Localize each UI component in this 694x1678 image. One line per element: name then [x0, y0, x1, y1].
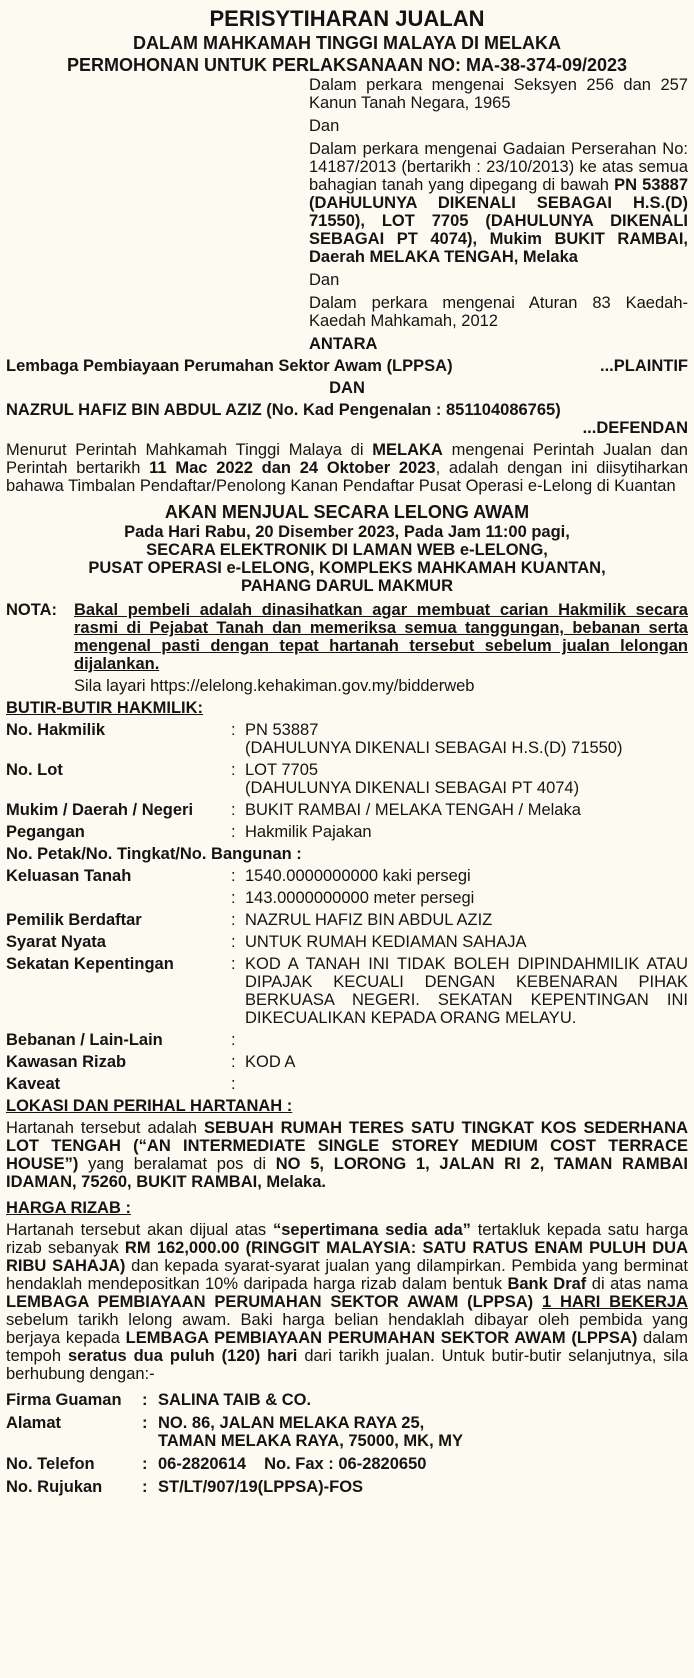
defendant-name: NAZRUL HAFIZ BIN ABDUL AZIZ (No. Kad Pengenalan : 851104086765) [6, 401, 561, 419]
plaintiff-name: Lembaga Pembiayaan Perumahan Sektor Awam (LPPSA) [6, 357, 453, 375]
matter-dan-2: Dan [309, 271, 340, 289]
court-order-paragraph: Menurut Perintah Mahkamah Tinggi Malaya di MELAKA mengenai Perintah Jualan dan Perintah bertarikh 11 Mac 2022 dan 24 Oktober 2023, adalah dengan ini diisytiharkan bahawa Timbalan Pendaftar/Penolong Kanan Pendaftar Pusat Operasi e-Lelong di Kuantan [6, 441, 688, 495]
location-paragraph: Hartanah tersebut adalah SEBUAH RUMAH TERES SATU TINGKAT KOS SEDERHANA LOT TENGAH (“AN INTERMEDIATE SINGLE STOREY MEDIUM COST TERRACE HOUSE”) yang beralamat pos di NO 5, LORONG 1, JALAN RI 2, TAMAN RAMBAI IDAMAN, 75260, BUKIT RAMBAI, Melaka. [6, 1119, 688, 1191]
plaintiff-row [6, 357, 688, 375]
row-kawasan-rizab: Kawasan Rizab : KOD A [6, 1053, 296, 1071]
row-pegangan: Pegangan : Hakmilik Pajakan [6, 823, 372, 841]
court-name: DALAM MAHKAMAH TINGGI MALAYA DI MELAKA [133, 33, 561, 53]
matters-block [309, 76, 688, 330]
phone-number: 06-2820614 [158, 1455, 247, 1473]
row-petak: No. Petak/No. Tingkat/No. Bangunan : [6, 845, 302, 863]
dan-heading: DAN [329, 379, 365, 397]
row-no-lot: No. Lot : LOT 7705 (DAHULUNYA DIKENALI SEBAGAI PT 4074) [6, 761, 580, 797]
address-row: Alamat : NO. 86, JALAN MELAKA RAYA 25, TAMAN MELAKA RAYA, 75000, MK, MY [6, 1414, 464, 1450]
row-pemilik: Pemilik Berdaftar : NAZRUL HAFIZ BIN ABDUL AZIZ [6, 911, 493, 929]
matter-2: Dalam perkara mengenai Gadaian Perserahan No: 14187/2013 (bertarikh : 23/10/2013) ke atas semua bahagian tanah yang dipegang di bawah PN 53887 (DAHULUNYA DIKENALI SEBAGAI H.S.(D) 71550), LOT 7705 (DAHULUNYA DIKENALI SEBAGAI PT 4074), Mukim BUKIT RAMBAI, Daerah MELAKA TENGAH, Melaka [309, 140, 689, 266]
document-title: PERISYTIHARAN JUALAN [209, 6, 485, 31]
row-no-hakmilik: No. Hakmilik : PN 53887 (DAHULUNYA DIKENALI SEBAGAI H.S.(D) 71550) [6, 721, 623, 757]
row-kaveat: Kaveat : [6, 1075, 236, 1093]
row-syarat: Syarat Nyata : UNTUK RUMAH KEDIAMAN SAHAJA [6, 933, 527, 951]
reserve-paragraph: Hartanah tersebut akan dijual atas “sepertimana sedia ada” tertakluk kepada satu harga rizab sebanyak RM 162,000.00 (RINGGIT MALAYSIA: SATU RATUS ENAM PULUH DUA RIBU SAHAJA) dan kepada syarat-syarat jualan yang dilampirkan. Pembida yang berminat hendaklah mendepositkan 10% daripada harga rizab dalam bentuk Bank Draf di atas nama LEMBAGA PEMBIAYAAN PERUMAHAN SEKTOR AWAM (LPPSA) 1 HARI BEKERJA sebelum tarikh lelong awam. Baki harga belian hendaklah dibayar oleh pembida yang berjaya kepada LEMBAGA PEMBIAYAAN PERUMAHAN SEKTOR AWAM (LPPSA) dalam tempoh seratus dua puluh (120) hari dari tarikh jualan. Untuk butir-butir selanjutnya, sila berhubung dengan:- [6, 1221, 688, 1383]
auction-venue: PUSAT OPERASI e-LELONG, KOMPLEKS MAHKAMAH KUANTAN, [88, 559, 606, 577]
nota-block [6, 601, 688, 673]
matter-3: Dalam perkara mengenai Aturan 83 Kaedah-Kaedah Mahkamah, 2012 [309, 294, 688, 330]
nota-label: NOTA: [6, 601, 58, 619]
defendant-row [6, 401, 688, 419]
location-heading: LOKASI DAN PERIHAL HARTANAH : [6, 1097, 293, 1115]
property-title-ref: PN 53887 (DAHULUNYA DIKENALI SEBAGAI H.S.(D) 71550), LOT 7705 (DAHULUNYA DIKENALI SEBAGAI PT 4074), Mukim BUKIT RAMBAI, Daerah MELAKA TENGAH, Melaka [309, 176, 689, 266]
firm-row: Firma Guaman : SALINA TAIB & CO. [6, 1391, 312, 1409]
reference-row: No. Rujukan : ST/LT/907/19(LPPSA)-FOS [6, 1478, 364, 1496]
row-keluasan-2: : 143.0000000000 meter persegi [231, 889, 475, 907]
fax-number: No. Fax : 06-2820650 [264, 1455, 427, 1473]
matter-dan-1: Dan [309, 117, 340, 135]
auction-method: SECARA ELEKTRONIK DI LAMAN WEB e-LELONG, [146, 541, 548, 559]
reserve-heading: HARGA RIZAB : [6, 1199, 131, 1217]
defendant-role: ...DEFENDAN [582, 419, 688, 437]
matter-1: Dalam perkara mengenai Seksyen 256 dan 257 Kanun Tanah Negara, 1965 [309, 76, 688, 112]
nota-text: Bakal pembeli adalah dinasihatkan agar membuat carian Hakmilik secara rasmi di Pejabat Tanah dan memeriksa semua tanggungan, bebanan serta mengenal pasti dengan tepat hartanah tersebut sebelum jualan lelongan dijalankan. [74, 601, 688, 673]
bidder-web-link[interactable]: Sila layari https://elelong.kehakiman.gov.my/bidderweb [74, 677, 475, 695]
antara-heading: ANTARA [309, 335, 378, 353]
row-bebanan: Bebanan / Lain-Lain : [6, 1031, 236, 1049]
plaintiff-role: ...PLAINTIF [600, 357, 688, 375]
row-keluasan-1: Keluasan Tanah : 1540.0000000000 kaki persegi [6, 867, 471, 885]
application-number: PERMOHONAN UNTUK PERLAKSANAAN NO: MA-38-374-09/2023 [66, 55, 628, 75]
title-details-heading: BUTIR-BUTIR HAKMILIK: [6, 699, 204, 717]
auction-heading: AKAN MENJUAL SECARA LELONG AWAM [164, 502, 530, 522]
auction-date: Pada Hari Rabu, 20 Disember 2023, Pada Jam 11:00 pagi, [124, 523, 570, 541]
row-mukim: Mukim / Daerah / Negeri : BUKIT RAMBAI / MELAKA TENGAH / Melaka [6, 801, 581, 819]
phone-row: No. Telefon : 06-2820614 No. Fax : 06-2820650 [6, 1455, 427, 1473]
auction-state: PAHANG DARUL MAKMUR [240, 577, 454, 595]
row-sekatan: Sekatan Kepentingan : KOD A TANAH INI TIDAK BOLEH DIPINDAHMILIK ATAU DIPAJAK KECUALI DENGAN KEBENARAN PIHAK BERKUASA NEGERI. SEKATAN KEPENTINGAN INI DIKECUALIKAN KEPADA ORANG MELAYU. [6, 955, 688, 1027]
